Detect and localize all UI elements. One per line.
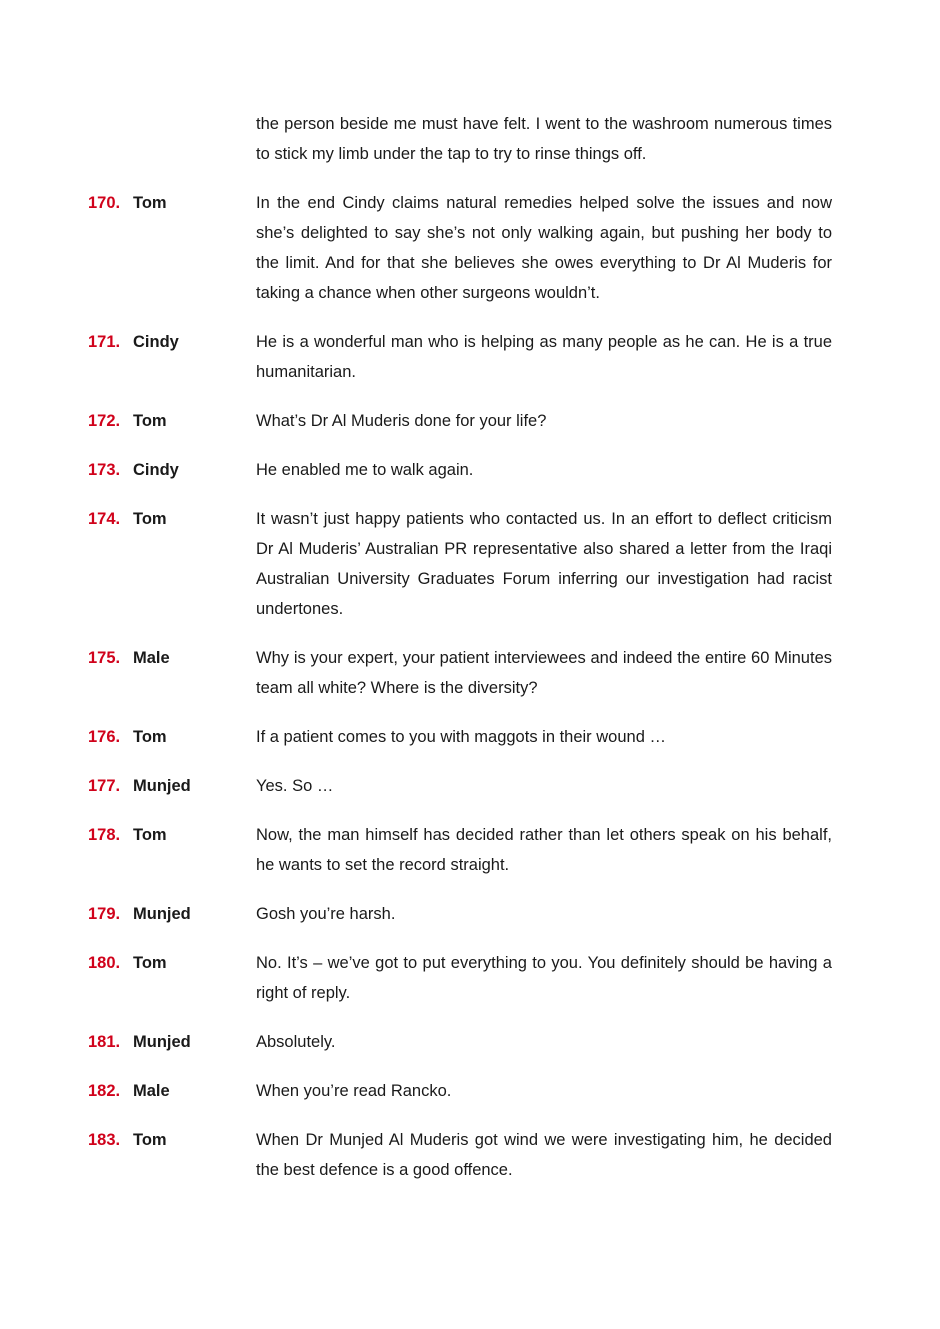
entry-number: 180.	[88, 954, 121, 972]
entry-number: 173.	[88, 461, 121, 479]
transcript-entries	[0, 188, 940, 1204]
transcript-entry-176	[0, 722, 940, 752]
transcript-entry-178	[0, 820, 940, 880]
entry-number: 176.	[88, 728, 121, 746]
entry-text: Why is your expert, your patient interviewees and indeed the entire 60 Minutes team all white? Where is the diversity?	[256, 649, 832, 697]
entry-number: 170.	[88, 194, 121, 212]
entry-number: 182.	[88, 1082, 121, 1100]
transcript-entry-175	[0, 643, 940, 703]
entry-text: If a patient comes to you with maggots in their wound …	[256, 728, 666, 746]
entry-number: 178.	[88, 826, 121, 844]
entry-number: 171.	[88, 333, 121, 351]
entry-number: 181.	[88, 1033, 121, 1051]
speaker-name: Tom	[133, 826, 167, 844]
speaker-name: Male	[133, 1082, 170, 1100]
transcript-entry-183	[0, 1125, 940, 1185]
transcript-entry-174	[0, 504, 940, 624]
entry-number: 174.	[88, 510, 121, 528]
continuation-paragraph: the person beside me must have felt. I went to the washroom numerous times to stick my limb under the tap to try to rinse things off.	[256, 115, 832, 163]
transcript-entry-182	[0, 1076, 940, 1106]
entry-number: 172.	[88, 412, 121, 430]
entry-text: When Dr Munjed Al Muderis got wind we were investigating him, he decided the best defence is a good offence.	[256, 1131, 832, 1179]
entry-number: 175.	[88, 649, 121, 667]
transcript-entry-172	[0, 406, 940, 436]
transcript-entry-181	[0, 1027, 940, 1057]
entry-text: He enabled me to walk again.	[256, 461, 474, 479]
speaker-name: Tom	[133, 412, 167, 430]
entry-text: It wasn’t just happy patients who contacted us. In an effort to deflect criticism Dr Al Muderis’ Australian PR representative also shared a letter from the Iraqi Australian University Graduates Forum inferring our investigation had racist undertones.	[256, 510, 832, 618]
entry-text: Yes. So …	[256, 777, 334, 795]
speaker-name: Tom	[133, 510, 167, 528]
entry-text: In the end Cindy claims natural remedies helped solve the issues and now she’s delighted to say she’s not only walking again, but pushing her body to the limit. And for that she believes she owes everything to Dr Al Muderis for taking a chance when other surgeons wouldn’t.	[256, 194, 832, 302]
speaker-name: Cindy	[133, 461, 179, 479]
entry-text: What’s Dr Al Muderis done for your life?	[256, 412, 547, 430]
speaker-name: Tom	[133, 1131, 167, 1149]
entry-text: He is a wonderful man who is helping as many people as he can. He is a true humanitarian.	[256, 333, 832, 381]
speaker-name: Tom	[133, 954, 167, 972]
entry-text: Gosh you’re harsh.	[256, 905, 396, 923]
transcript-entry-180	[0, 948, 940, 1008]
transcript-entry-173	[0, 455, 940, 485]
speaker-name: Munjed	[133, 777, 191, 795]
speaker-name: Tom	[133, 728, 167, 746]
entry-number: 179.	[88, 905, 121, 923]
entry-text: Absolutely.	[256, 1033, 336, 1051]
entry-text: When you’re read Rancko.	[256, 1082, 452, 1100]
entry-number: 183.	[88, 1131, 121, 1149]
transcript-entry-177	[0, 771, 940, 801]
speaker-name: Munjed	[133, 905, 191, 923]
entry-text: Now, the man himself has decided rather than let others speak on his behalf, he wants to set the record straight.	[256, 826, 832, 874]
speaker-name: Male	[133, 649, 170, 667]
transcript-entry-171	[0, 327, 940, 387]
speaker-name: Cindy	[133, 333, 179, 351]
entry-text: No. It’s – we’ve got to put everything to you. You definitely should be having a right of reply.	[256, 954, 832, 1002]
speaker-name: Tom	[133, 194, 167, 212]
transcript-entry-170	[0, 188, 940, 308]
transcript-entry-179	[0, 899, 940, 929]
entry-number: 177.	[88, 777, 121, 795]
speaker-name: Munjed	[133, 1033, 191, 1051]
